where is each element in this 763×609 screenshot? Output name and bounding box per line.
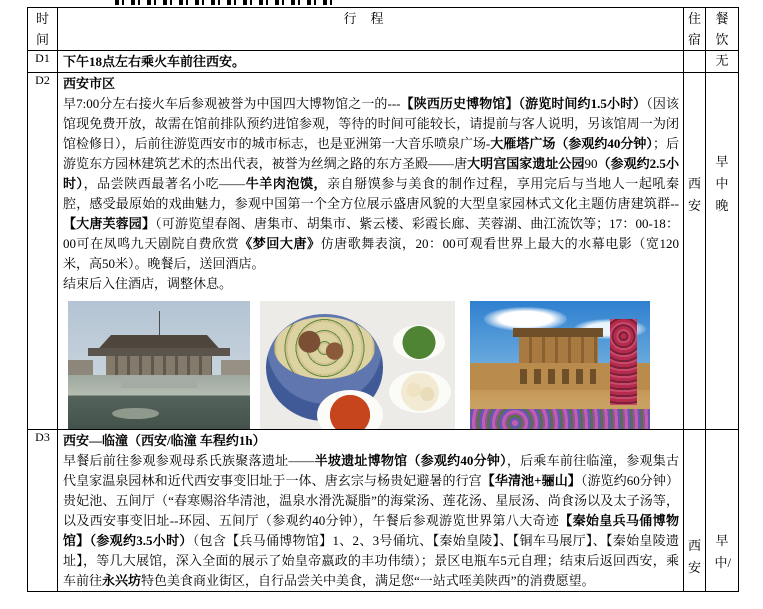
paomo-food-shape [274,317,375,379]
museum-roof-shape [99,335,219,348]
clipped-title-marks [115,0,333,5]
niuyangrou-paomo-food-photo [260,301,455,429]
d2-closing-text: 结束后入住酒店，调整休息。 [63,276,233,291]
row-d3 [28,430,739,592]
itinerary-table [27,7,739,592]
museum-eave-shape [88,348,230,355]
day-label-d3: D3 [28,430,58,592]
flower-field-shape [470,409,650,429]
gate-arches-shape [520,369,596,384]
d3-lodging-value: 西安 [687,538,701,575]
d2-itinerary-cell [58,73,684,430]
flower-column-shape [610,319,637,405]
d2-lodging-cell [684,73,706,430]
col-header-meals-label: 餐饮 [715,11,729,47]
garlic-plate-shape [389,371,451,414]
header-row [28,8,739,51]
d3-itinerary-cell [58,430,684,592]
pond-isle-shape [112,408,159,420]
gate-tower-shape [519,337,598,364]
d2-meals-value: 早中晚 [715,154,729,213]
shaanxi-history-museum-photo [68,301,250,429]
museum-right-wing-shape [221,360,250,375]
daming-palace-flower-wall-photo [470,301,650,429]
day-label-d1: D1 [28,51,58,73]
d3-meals-value: 早中/ [714,533,732,570]
col-header-time-label: 时间 [35,11,49,47]
col-header-itinerary-label: 行程 [343,11,398,26]
col-header-meals [706,8,739,51]
day-label-d2: D2 [28,73,58,430]
col-header-itinerary [58,8,684,51]
d2-meals-cell [706,73,739,430]
row-d2 [28,73,739,430]
d2-title: 西安市区 [63,76,116,91]
museum-base-shape [121,375,197,388]
col-header-time [28,8,58,51]
d2-body-text: 早7:00分左右接火车后参观被誉为中国四大博物馆之一的---【陕西历史博物馆】（游览时间约1.5小时）（因该馆现免费开放，故需在馆前排队预约进馆参观，等待的时间可能较长，请提前与客人说明，另该馆周一为闭馆检修日），后前往游览西安市的城市标志，也是亚洲第一大音乐喷泉广场-大雁塔广场（参观约40分钟）；后游览东方园林建筑艺术的杰出代表，被誉为丝绸之路的东方圣殿——唐大明宫国家遗址公园90（参观约2.5小时），品尝陕西最著名小吃——牛羊肉泡馍，亲自掰馍参与美食的制作过程，享用完后与当地人一起吼秦腔，感受最原始的戏曲魅力，参观中国第一个全方位展示盛唐风貌的大型皇家园林式文化主题仿唐建筑群--【大唐芙蓉园】（可游览望春阁、唐集市、胡集市、紫云楼、彩霞长廊、芙蓉湖、曲江流饮等；17：00-18：00可在凤鸣九天剧院自费欣赏《梦回大唐》仿唐歌舞表演，20：00可观看世界上最大的水幕电影（宽120米，高50米）。晚餐后，送回酒店。 [63,96,679,271]
d2-lodging-value: 西安 [687,176,701,213]
d3-meals-cell [706,430,739,592]
row-d1 [28,51,739,73]
d3-lodging-cell [684,430,706,592]
gate-roof-shape [513,328,603,337]
d3-title: 西安—临潼（西安/临潼 车程约1h） [63,433,266,448]
d1-itinerary-text: 下午18点左右乘火车前往西安。 [63,54,246,69]
col-header-lodging [684,8,706,51]
col-header-lodging-label: 住宿 [687,11,701,47]
herb-plate-shape [393,325,446,361]
museum-left-wing-shape [68,360,93,375]
d1-meals-value: 无 [706,51,739,73]
museum-hall-shape [106,356,212,375]
d1-lodging-cell [684,51,706,73]
d2-photo-strip [68,301,679,429]
d3-body-text: 早餐后前往参观参观母系氏族聚落遗址——半坡遗址博物馆（参观约40分钟），后乘车前往临潼，参观集古代皇家温泉园林和近代西安事变旧址于一体、唐玄宗与杨贵妃避暑的行宫【华清池+骊山】（游览约60分钟）贵妃池、五间厅（“春寒赐浴华清池，温泉水滑洗凝脂”的海棠汤、莲花汤、星辰汤、尚食汤以及太子汤等，以及西安事变旧址--环园、五间厅（参观约40分钟），午餐后参观游览世界第八大奇迹【秦始皇兵马俑博物馆】（参观约3.5小时）（包含【兵马俑博物馆】1、2、3号俑坑、【秦始皇陵】、【铜车马展厅】、【秦始皇陵遗址】，等几大展馆，深入全面的展示了始皇帝嬴政的丰功伟绩）；景区电瓶车5元自理；结束后返回西安，乘车前往永兴坊特色美食商业街区，自行品尝关中美食，满足您“一站式咥美陕西”的消费愿望。 [63,453,679,588]
